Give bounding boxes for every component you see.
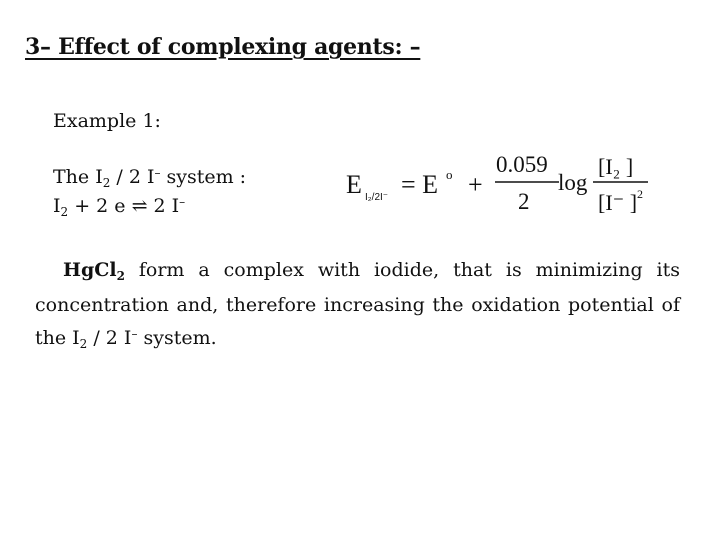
reaction-middle: + 2 e ⇌ 2 I <box>68 195 180 217</box>
equation-lhs-subscript: I₂/2I⁻ <box>365 192 389 203</box>
system-line <box>53 166 246 190</box>
equation-frac-top: [I₂ ] <box>598 154 634 179</box>
system-line-suffix: / 2 I <box>110 166 155 188</box>
equation-numerator: 0.059 <box>496 152 548 177</box>
equation-frac-bottom-power: 2 <box>637 187 643 201</box>
equation-lhs: E <box>346 170 362 199</box>
system-line-end: system : <box>160 166 247 188</box>
equation-denominator: 2 <box>518 189 530 214</box>
equation-plus: + <box>468 170 483 199</box>
reagent-formula: HgCl <box>63 259 117 281</box>
section-heading: 3– Effect of complexing agents: – <box>25 34 421 60</box>
paragraph-subscript: 2 <box>79 337 88 351</box>
system-line-superscript: – <box>154 166 161 180</box>
reagent-name <box>63 259 125 281</box>
paragraph-superscript: – <box>131 327 138 341</box>
paragraph-text-1: form a complex with iodide, that is minimizing its concentration and, therefore increasing the oxidation potential of the I <box>35 259 680 349</box>
reaction-reactant: I <box>53 195 61 217</box>
reaction-product-superscript: – <box>179 195 186 209</box>
example-label: Example 1: <box>53 110 161 132</box>
nernst-equation <box>340 148 660 228</box>
paragraph-text-3: system. <box>137 327 217 349</box>
equation-equals-e: = E <box>401 170 439 199</box>
reaction-line <box>53 195 185 219</box>
equation-frac-bottom: [I⁻ ] <box>598 190 638 215</box>
explanation-paragraph <box>35 256 680 359</box>
equation-log: log <box>558 170 588 195</box>
reagent-subscript: 2 <box>116 269 125 283</box>
system-line-subscript: 2 <box>102 176 111 190</box>
reaction-reactant-subscript: 2 <box>60 205 69 219</box>
equation-standard-mark: o <box>446 167 453 182</box>
paragraph-text-2: / 2 I <box>87 327 132 349</box>
system-line-prefix: The I <box>53 166 103 188</box>
